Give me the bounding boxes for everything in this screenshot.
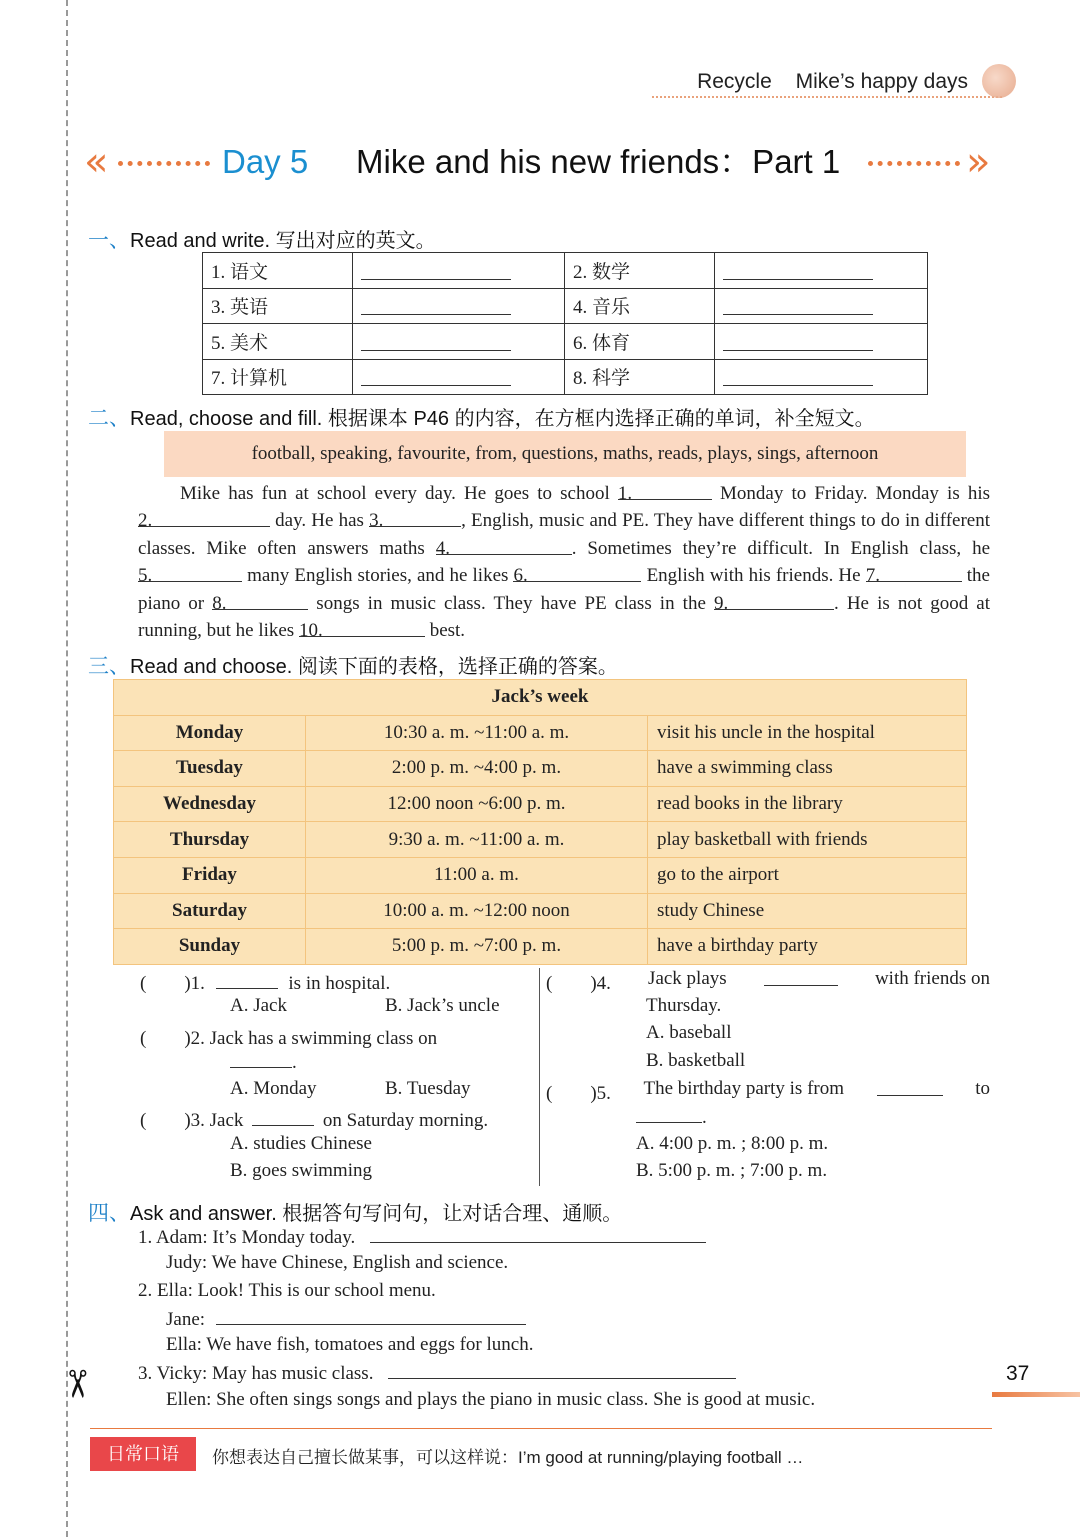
- page-title: [84, 140, 1000, 184]
- table-row: 3. 英语 4. 音乐: [203, 288, 928, 324]
- question-2-blank[interactable]: .: [230, 1050, 297, 1074]
- unit-label: Recycle: [697, 70, 772, 93]
- table-row: 7. 计算机 8. 科学: [203, 359, 928, 395]
- option-b[interactable]: B. Tuesday: [385, 1078, 471, 1099]
- answer-blank[interactable]: [723, 262, 873, 280]
- blank-8[interactable]: 8.: [212, 590, 308, 610]
- cloze-paragraph: Mike has fun at school every day. He goes to school 1. Monday to Friday. Monday is his 2. day. He has 3. , English, music and PE. They have different things to do in different classes. Mike often answers maths 4. . Sometimes they’re difficult. In English class, he 5. many English stories, and he likes 6. English with his friends. He 7. the piano or 8. songs in music class. They have PE class in the 9. . He is not good at running, but he likes 10. best.: [138, 480, 990, 644]
- option-b[interactable]: B. 5:00 p. m. ; 7:00 p. m.: [636, 1160, 828, 1181]
- header-divider: [652, 96, 1002, 98]
- answer-blank[interactable]: [877, 1078, 943, 1096]
- tip-badge: 日常口语: [90, 1437, 196, 1471]
- option-a[interactable]: A. studies Chinese: [230, 1133, 372, 1154]
- running-header: [679, 70, 968, 94]
- dialog-2-line-2: Jane:: [166, 1307, 526, 1331]
- column-divider: [539, 968, 540, 1186]
- answer-blank[interactable]: [723, 333, 873, 351]
- answer-blank[interactable]: [216, 1307, 526, 1325]
- question-4: ( )4. Jack plays with friends on: [546, 968, 990, 994]
- answer-blank[interactable]: [216, 971, 278, 989]
- blank-1[interactable]: 1.: [618, 480, 712, 500]
- table-row: Sunday 5:00 p. m. ~7:00 p. m. have a birthday party: [114, 929, 967, 965]
- question-3: ( )3. Jack on Saturday morning.: [140, 1110, 489, 1131]
- question-2: ( )2. Jack has a swimming class on: [140, 1028, 438, 1049]
- dialog-3-line-2: Ellen: She often sings songs and plays the piano in music class. She is good at music.: [166, 1389, 816, 1410]
- title-text: Mike and his new friends：Part 1: [356, 143, 841, 180]
- question-1: ( )1. is in hospital.: [140, 973, 391, 994]
- blank-6[interactable]: 6.: [513, 562, 641, 582]
- table-row: Wednesday 12:00 noon ~6:00 p. m. read books in the library: [114, 786, 967, 822]
- dialog-3-line-1: 3. Vicky: May has music class.: [138, 1361, 736, 1385]
- table-row: Tuesday 2:00 p. m. ~4:00 p. m. have a swimming class: [114, 751, 967, 787]
- dialog-2-line-1: 2. Ella: Look! This is our school menu.: [138, 1280, 436, 1301]
- jacks-week-table: [113, 679, 967, 965]
- answer-blank[interactable]: [361, 297, 511, 315]
- answer-blank[interactable]: [723, 297, 873, 315]
- section-1-heading: 一、Read and write. 写出对应的英文。: [88, 229, 436, 252]
- option-b[interactable]: B. basketball: [646, 1050, 746, 1071]
- footer-divider: [90, 1428, 992, 1429]
- section-3-heading: 三、Read and choose. 阅读下面的表格，选择正确的答案。: [88, 655, 618, 678]
- blank-9[interactable]: 9.: [714, 590, 834, 610]
- chevron-left-icon: «: [84, 139, 109, 185]
- table-row: 5. 美术 6. 体育: [203, 324, 928, 360]
- option-a[interactable]: A. Jack: [230, 995, 287, 1016]
- question-5: ( )5. The birthday party is from to: [546, 1078, 990, 1104]
- scissors-icon: ✂: [54, 1368, 97, 1400]
- option-a[interactable]: A. baseball: [646, 1022, 732, 1043]
- tip-text: 你想表达自己擅长做某事，可以这样说：I’m good at running/playing football …: [212, 1448, 804, 1467]
- option-b[interactable]: B. goes swimming: [230, 1160, 372, 1181]
- page-number-bar: [992, 1392, 1080, 1397]
- blank-3[interactable]: 3.: [369, 507, 461, 527]
- unit-subtitle: Mike’s happy days: [795, 70, 968, 93]
- option-a[interactable]: A. Monday: [230, 1078, 317, 1099]
- title-dots-right: [868, 161, 960, 166]
- answer-blank[interactable]: [361, 262, 511, 280]
- table-title: Jack’s week: [114, 680, 967, 716]
- blank-2[interactable]: 2.: [138, 507, 270, 527]
- dialog-1-line-1: 1. Adam: It’s Monday today.: [138, 1225, 706, 1249]
- blank-4[interactable]: 4.: [436, 535, 572, 555]
- answer-blank[interactable]: [252, 1108, 314, 1126]
- decor-icon: [982, 64, 1016, 98]
- blank-7[interactable]: 7.: [866, 562, 962, 582]
- answer-blank[interactable]: [370, 1225, 706, 1243]
- answer-blank[interactable]: [361, 333, 511, 351]
- title-dots-left: [118, 161, 210, 166]
- table-row: Friday 11:00 a. m. go to the airport: [114, 857, 967, 893]
- blank-10[interactable]: 10.: [299, 617, 425, 637]
- dialog-1-line-2: Judy: We have Chinese, English and science.: [166, 1252, 509, 1273]
- page-number: 37: [1006, 1362, 1030, 1385]
- answer-blank[interactable]: [388, 1361, 736, 1379]
- table-row: Monday 10:30 a. m. ~11:00 a. m. visit his uncle in the hospital: [114, 715, 967, 751]
- option-b[interactable]: B. Jack’s uncle: [385, 995, 500, 1016]
- option-a[interactable]: A. 4:00 p. m. ; 8:00 p. m.: [636, 1133, 829, 1154]
- answer-blank[interactable]: [361, 368, 511, 386]
- section-4-heading: 四、Ask and answer. 根据答句写问句，让对话合理、通顺。: [88, 1202, 623, 1225]
- table-row: Saturday 10:00 a. m. ~12:00 noon study Chinese: [114, 893, 967, 929]
- dialog-2-line-3: Ella: We have fish, tomatoes and eggs for lunch.: [166, 1334, 534, 1355]
- blank-5[interactable]: 5.: [138, 562, 242, 582]
- translation-table: [202, 252, 928, 395]
- answer-blank[interactable]: [723, 368, 873, 386]
- chevron-right-icon: »: [966, 139, 991, 185]
- cut-line: [66, 0, 68, 1537]
- question-5-blank[interactable]: .: [636, 1105, 707, 1129]
- table-row: Thursday 9:30 a. m. ~11:00 a. m. play basketball with friends: [114, 822, 967, 858]
- section-2-heading: 二、Read, choose and fill. 根据课本 P46 的内容，在方框内选择正确的单词，补全短文。: [88, 407, 875, 430]
- question-4-line2: Thursday.: [646, 995, 722, 1016]
- day-label: Day 5: [222, 143, 309, 180]
- answer-blank[interactable]: [764, 968, 838, 986]
- word-bank: football, speaking, favourite, from, questions, maths, reads, plays, sings, afternoon: [164, 431, 966, 477]
- table-row: 1. 语文 2. 数学: [203, 253, 928, 289]
